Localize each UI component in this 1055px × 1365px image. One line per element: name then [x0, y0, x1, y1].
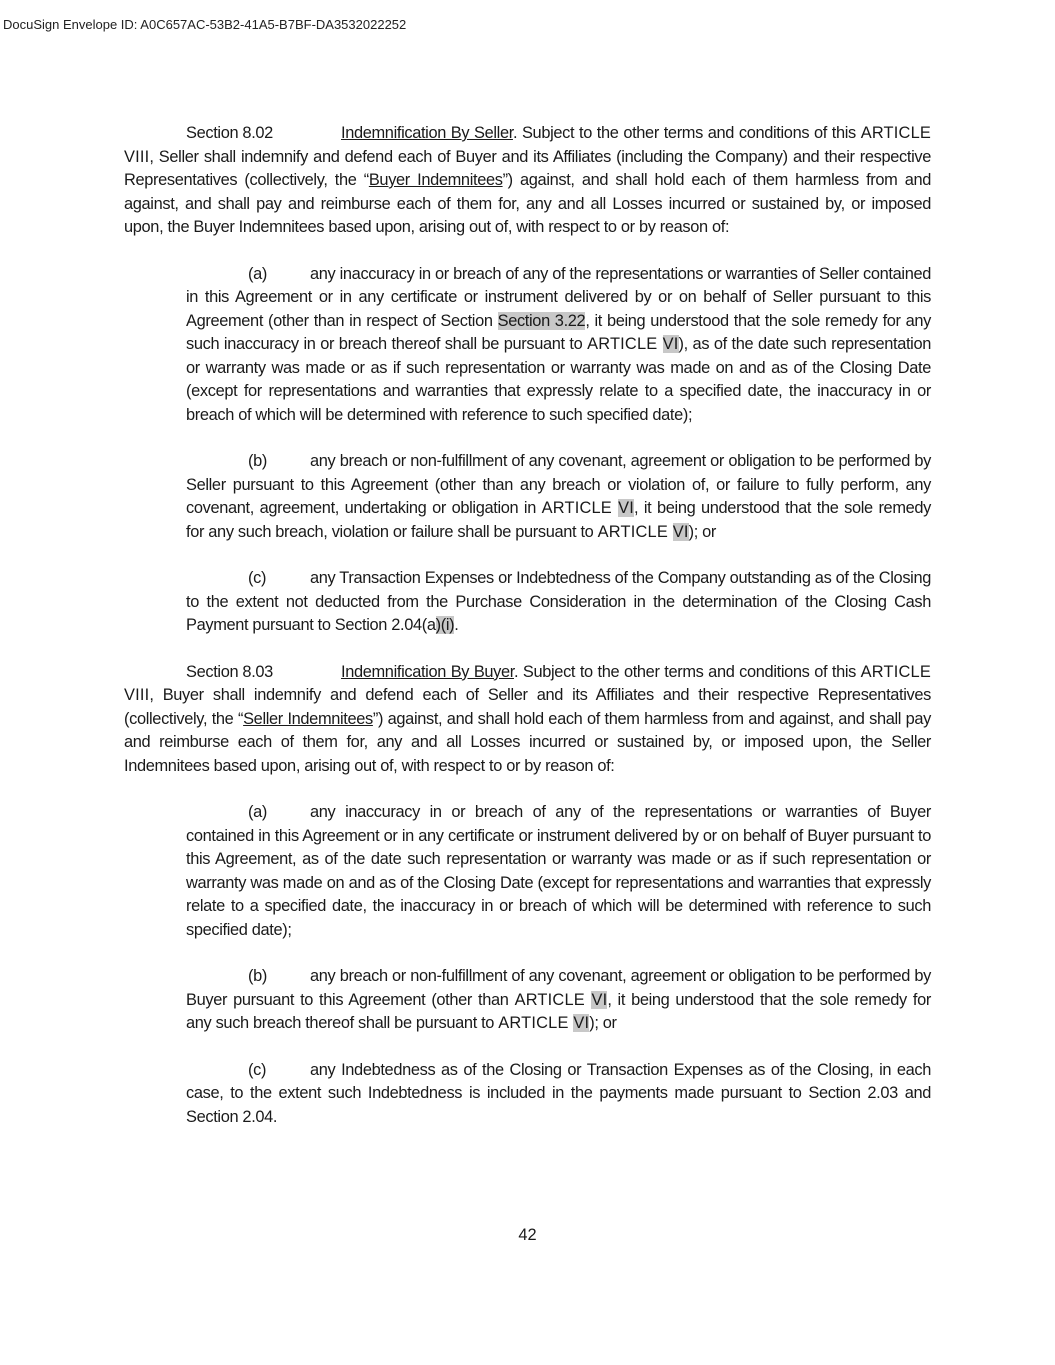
body-text: .	[454, 616, 459, 634]
clause-label: (a)	[248, 264, 267, 283]
body-text: any inaccuracy in or breach of any of the representations or warranties of Seller contained in this Agreement or in any certificate or instrument delivered by or on behalf of Seller pursuant to this Agreement (other than in respect of Section	[186, 264, 931, 330]
body-text: any Indebtedness as of the Closing or Transaction Expenses as of the Closing, in each case, to the extent such Indebtedness is included in the payments made pursuant to Section 2.03 and Section 2.04.	[186, 1060, 931, 1126]
highlighted-reference: Section 3.22	[497, 311, 586, 330]
clause-8-02-c	[186, 567, 931, 638]
section-8-03	[124, 661, 931, 1130]
clause-8-03-a	[186, 801, 931, 942]
clause-label: (b)	[248, 452, 267, 470]
body-text: . Subject to the other terms and conditions of this	[514, 662, 861, 681]
body-text: ), as of the date such representation or warranty was made or as if such representation or warranty was made on and as of the Closing Date (except for representations and warranties that expressly relate to a specified date, the inaccuracy in or breach of which will be determined with reference to such specified date);	[186, 335, 932, 424]
clause-8-02-a	[186, 263, 931, 428]
defined-term: Buyer Indemnitees	[368, 171, 503, 189]
highlighted-reference: VI	[591, 990, 608, 1009]
defined-term: Seller Indemnitees	[243, 709, 373, 728]
highlighted-reference: VI	[662, 335, 679, 353]
body-text: , it being understood that the sole remedy for any such inaccuracy in or breach thereof shall be pursuant to	[186, 311, 931, 353]
clause-label: (b)	[248, 967, 267, 985]
body-text: any breach or non-fulfillment of any covenant, agreement or obligation to be performed by Seller pursuant to this Agreement (other than any breach or violation of, or failure to fully perform, any covenant, agreement, undertaking or obligation in	[186, 452, 931, 517]
clause-8-03-b	[186, 965, 931, 1036]
body-text: , Buyer shall indemnify and defend each of Seller and its Affiliates and their respective Representatives (collectively, the “	[124, 686, 931, 728]
document-page	[124, 122, 931, 1152]
body-text: ”) against, and shall hold each of them harmless from and against, and shall pay and reimburse each of them for, any and all Losses incurred or sustained by, or imposed upon, the Seller Indemnitees based upon, arising out of, with respect to or by reason of:	[124, 709, 931, 775]
article-reference: ARTICLE VIII	[124, 124, 932, 166]
section-number: Section 8.03	[186, 662, 273, 681]
clause-label: (c)	[248, 569, 267, 587]
clause-8-03-c	[186, 1059, 931, 1130]
body-text: ); or	[688, 522, 716, 541]
article-reference: ARTICLE	[514, 990, 592, 1009]
section-title: Indemnification By Seller	[341, 124, 513, 142]
body-text: . Subject to the other terms and conditions of this	[512, 124, 861, 142]
body-text: , Seller shall indemnify and defend each of Buyer and its Affiliates (including the Company) and their respective Representatives (collectively, the “	[124, 147, 931, 189]
highlighted-reference: VI	[573, 1014, 590, 1032]
body-text: , it being understood that the sole remedy for any such breach thereof shall be pursuant to	[186, 990, 931, 1032]
body-text: any Transaction Expenses or Indebtedness of the Company outstanding as of the Closing to the extent not deducted from the Purchase Consideration in the determination of the Closing Cash Payment pursuant to Section 2.04(a	[186, 569, 931, 634]
body-text: ); or	[589, 1014, 617, 1032]
section-title: Indemnification By Buyer	[341, 662, 514, 681]
body-text: any inaccuracy in or breach of any of the representations or warranties of Buyer contained in this Agreement or in any certificate or instrument delivered by or on behalf of Buyer pursuant to this Agreement, as of the date such representation or warranty was made or as if such representation or warranty was made on and as of the Closing Date (except for representations and warranties that expressly relate to a specified date, the inaccuracy in or breach of which will be determined with reference to such specified date);	[186, 803, 931, 939]
article-reference: ARTICLE	[541, 499, 619, 517]
clause-label: (a)	[248, 803, 267, 821]
docusign-envelope-id: DocuSign Envelope ID: A0C657AC-53B2-41A5-B7BF-DA3532022252	[3, 17, 407, 32]
section-8-02	[124, 122, 931, 638]
article-reference: ARTICLE	[498, 1014, 574, 1032]
body-text: any breach or non-fulfillment of any covenant, agreement or obligation to be performed by Buyer pursuant to this Agreement (other than	[186, 967, 931, 1009]
highlighted-reference: VI	[618, 499, 635, 517]
clause-label: (c)	[248, 1060, 267, 1079]
section-number: Section 8.02	[186, 124, 273, 142]
clause-8-02-b	[186, 450, 931, 544]
article-reference: ARTICLE	[587, 335, 663, 353]
article-reference: ARTICLE VIII	[124, 662, 931, 704]
page-number: 42	[518, 1226, 537, 1244]
body-text: ”) against, and shall hold each of them harmless from and against, and shall pay and reimburse each of them for, any and all Losses incurred or sustained by, or imposed upon, the Buyer Indemnitees based upon, arising out of, with respect to or by reason of:	[124, 171, 931, 236]
highlighted-reference: VI	[672, 522, 689, 541]
article-reference: ARTICLE	[597, 522, 673, 541]
body-text: , it being understood that the sole remedy for any such breach, violation or failure shall be pursuant to	[186, 499, 931, 541]
section-8-03-intro	[124, 661, 931, 779]
section-8-02-intro	[124, 122, 931, 240]
highlighted-reference: )(i)	[435, 616, 455, 634]
